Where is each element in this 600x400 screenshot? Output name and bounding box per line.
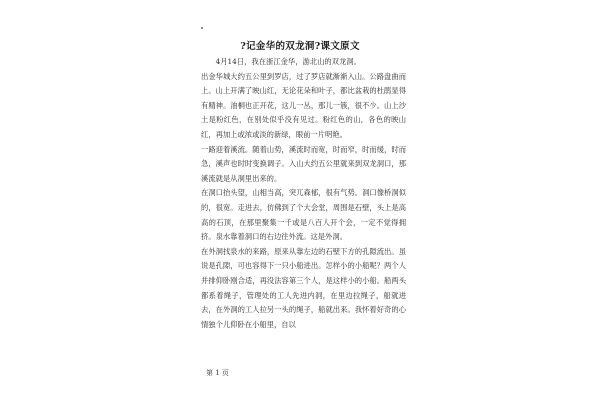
page-marker-dot bbox=[201, 27, 203, 29]
paragraph-3: 一路迎着溪流。随着山势，溪流时而宽，时而窄，时而缓，时而急，溪声也时时变换调子。入山大约五公里就来到双龙洞口，那溪流就是从洞里出来的。 bbox=[201, 144, 406, 183]
paragraph-2: 出金华城大约五公里到罗店，过了罗店就渐渐入山。公路盘曲而上。山上开满了映山红，无论花朵和叶子，都比盆栽的杜鹃显得有精神。油桐也正开花，这儿一丛，那儿一簇，很不少。山上沙土是粉红色，在别处似乎没有见过。粉红色的山，各色的映山红，再加上或浓或淡的新绿，眼前一片明艳。 bbox=[201, 71, 406, 139]
document-title: ?记金华的双龙洞?课文原文 bbox=[240, 41, 360, 52]
paragraph-1: 4月14日，我在浙江金华，游北山的双龙洞。 bbox=[215, 57, 361, 66]
page-number-footer: 第 1 页 bbox=[206, 369, 229, 377]
paragraph-5: 在外洞找泉水的来路，原来从靠左边的石壁下方的孔隙流出。虽说是孔隙，可也容得下一只小船进出。怎样小的小船呢？两个人并排仰卧刚合适，再没法容第三个人，是这样小的小船。船两头都系着绳子，管理处的工人先进内洞，在里边拉绳子，船就进去，在外洞的工人拉另一头的绳子，船就出来。我怀着好奇的心情独个儿仰卧在小船里，自以 bbox=[201, 246, 406, 329]
paragraph-4: 在洞口抬头望，山相当高，突兀森郁，很有气势。洞口像桥洞似的，很宽。走进去，仿佛到了个大会堂，周围是石壁，头上是高高的石顶，在那里聚集一千或是八百人开个会，一定不觉得拥挤。泉水靠着洞口的右边往外流。这是外洞。 bbox=[201, 188, 406, 242]
document-body bbox=[201, 55, 406, 332]
